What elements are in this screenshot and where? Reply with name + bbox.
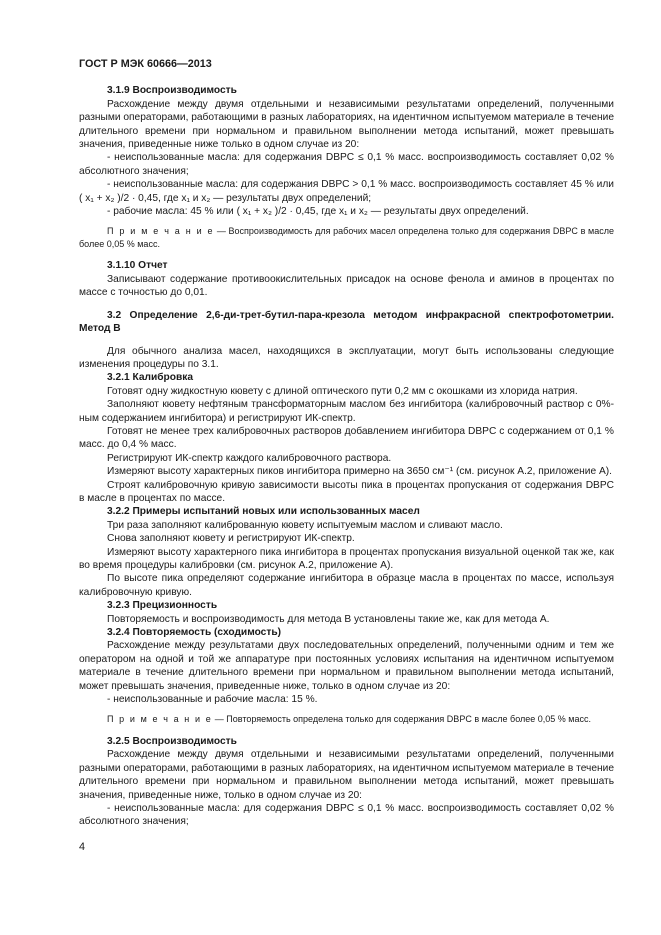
document-header: ГОСТ Р МЭК 60666—2013 (79, 58, 212, 70)
note-text: — Воспроизводимость для рабочих масел определена только для содержания DBPC в масле более 0,05 % масс. (79, 226, 615, 249)
list-item: - неиспользованные масла: для содержания DBPC ≤ 0,1 % масс. воспроизводимость составляет 0,02 % абсолютного значения; (79, 803, 614, 828)
page-number: 4 (79, 841, 86, 853)
section-title: 3.2 Определение 2,6-ди-трет-бутил-пара-крезола методом инфракрасной спектрофотометрии. Метод В (79, 309, 614, 335)
section-title: 3.2.3 Прецизионность (107, 600, 218, 612)
paragraph: Снова заполняют кювету и регистрируют ИК-спектр. (107, 533, 355, 545)
paragraph: Расхождение между результатами двух последовательных определений, полученными одним и тем же оператором на одной и той же аппаратуре при постоянных условиях испытания на идентичном испытуемом материале в течение длительного времени при нормальном и правильном выполнении метода испытаний, может превышать значения, приведенные ниже, только в одном случае из 20: (79, 640, 614, 692)
paragraph: Для обычного анализа масел, находящихся в эксплуатации, могут быть использованы следующие изменения процедуры по 3.1. (79, 345, 614, 370)
section-3-1-9 (79, 84, 614, 250)
list-item: - рабочие масла: 45 % или ( x₁ + x₂ )/2 · 0,45, где x₁ и x₂ — результаты двух определений. (107, 206, 529, 218)
section-3-2-3 (79, 599, 614, 626)
section-3-1-10 (79, 259, 614, 299)
paragraph: Регистрируют ИК-спектр каждого калибровочного раствора. (107, 452, 392, 464)
note-label: П р и м е ч а н и е (107, 714, 213, 725)
section-3-2 (79, 309, 614, 372)
paragraph: Расхождение между двумя отдельными и независимыми результатами определений, полученными разными операторами, работающими в разных лабораториях, на идентичном испытуемом материале в течение длительного времени при нормальном и правильном выполнении метода испытаний, может превышать значения, приведенные ниже, только в одном случае из 20: (79, 749, 614, 801)
paragraph: Строят калибровочную кривую зависимости высоты пика в процентах пропускания от содержания DBPC в масле в процентах по массе. (79, 479, 614, 504)
paragraph: Заполняют кювету нефтяным трансформаторным маслом без ингибитора (калибровочный раствор с 0%-ным содержанием ингибитора) и регистрируют ИК-спектр. (79, 399, 614, 424)
paragraph: Повторяемость и воспроизводимость для метода В установлены такие же, как для метода А. (107, 613, 550, 625)
note-label: П р и м е ч а н и е (107, 226, 215, 237)
section-title: 3.2.2 Примеры испытаний новых или использованных масел (107, 506, 420, 518)
note (79, 225, 614, 250)
paragraph: Готовят не менее трех калибровочных растворов добавлением ингибитора DBPC с содержанием от 0,1 % масс. до 0,4 % масс. (79, 425, 614, 451)
section-title: 3.1.9 Воспроизводимость (107, 85, 237, 97)
paragraph: Три раза заполняют калиброванную кювету испытуемым маслом и сливают масло. (107, 519, 503, 531)
section-3-2-1 (79, 371, 614, 505)
note-text: — Повторяемость определена только для содержания DBPC в масле более 0,05 % масс. (212, 714, 591, 725)
section-title: 3.2.1 Калибровка (107, 372, 193, 384)
list-item: - неиспользованные масла: для содержания DBPC ≤ 0,1 % масс. воспроизводимость составляет 0,02 % абсолютного значения; (79, 152, 614, 177)
section-3-2-4 (79, 626, 614, 726)
paragraph: Измеряют высоту характерных пиков ингибитора примерно на 3650 см⁻¹ (см. рисунок А.2, приложение А). (107, 466, 613, 478)
document-page (79, 58, 614, 829)
section-title: 3.2.4 Повторяемость (сходимость) (107, 627, 281, 639)
section-title: 3.1.10 Отчет (107, 260, 168, 272)
paragraph: Измеряют высоту характерного пика ингибитора в процентах пропускания визуальной оценкой так же, как во время процедуры калибровки (см. рисунок А.2, приложение А). (79, 546, 614, 571)
list-item: - неиспользованные и рабочие масла: 15 %. (107, 694, 318, 706)
section-3-2-2 (79, 505, 614, 599)
paragraph: Записывают содержание противоокислительных присадок на основе фенола и аминов в процентах по массе с точностью до 0,01. (79, 273, 614, 299)
section-3-2-5 (79, 735, 614, 829)
paragraph: По высоте пика определяют содержание ингибитора в образце масла в процентах по массе, используя калибровочную кривую. (79, 573, 614, 598)
paragraph: Готовят одну жидкостную кювету с длиной оптического пути 0,2 мм с окошками из хлорида натрия. (107, 385, 578, 397)
note (79, 713, 614, 726)
section-title: 3.2.5 Воспроизводимость (107, 735, 237, 747)
paragraph: Расхождение между двумя отдельными и независимыми результатами определений, полученными разными операторами, работающими в разных лабораториях, на идентичном испытуемом материале в течение длительного времени при нормальном и правильном выполнении метода испытаний, может превышать значения, приведенные ниже только в одном случае из 20: (79, 98, 614, 151)
list-item: - неиспользованные масла: для содержания DBPC > 0,1 % масс. воспроизводимость составляет 45 % или ( x₁ + x₂ )/2 · 0,45, где x₁ и x₂ — результаты двух определений; (79, 179, 614, 204)
